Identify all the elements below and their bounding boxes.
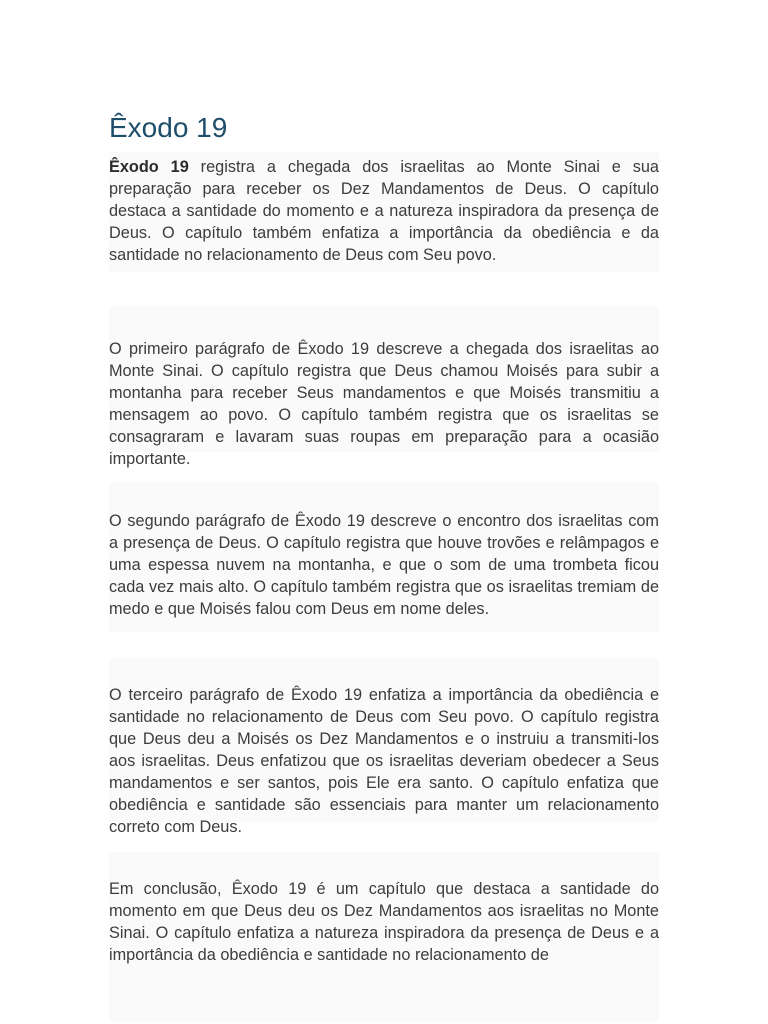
paragraph-3 bbox=[109, 658, 659, 836]
paragraph-2 bbox=[109, 482, 659, 632]
paragraph-4 bbox=[109, 852, 659, 1022]
page-title: Êxodo 19 bbox=[109, 112, 228, 143]
paragraph-spacer bbox=[109, 658, 659, 684]
paragraph-3-text: O terceiro parágrafo de Êxodo 19 enfatiza a importância da obediência e santidade no relacionamento de Deus com Seu povo. O capítulo registra que Deus deu a Moisés os Dez Mandamentos e o instruiu a transmiti-los aos israelitas. Deus enfatizou que os israelitas deveriam obedecer a Seus mandamentos e ser santos, pois Ele era santo. O capítulo enfatiza que obediência e santidade são essenciais para manter um relacionamento correto com Deus. bbox=[109, 686, 659, 836]
document-body bbox=[109, 110, 659, 1022]
paragraph-2-text: O segundo parágrafo de Êxodo 19 descreve o encontro dos israelitas com a presença de Deus. O capítulo registra que houve trovões e relâmpagos e uma espessa nuvem na montanha, e que o som de uma trombeta ficou cada vez mais alto. O capítulo também registra que os israelitas tremiam de medo e que Moisés falou com Deus em nome deles. bbox=[109, 512, 659, 618]
intro-paragraph bbox=[109, 152, 659, 272]
paragraph-1-text: O primeiro parágrafo de Êxodo 19 descreve a chegada dos israelitas ao Monte Sinai. O capítulo registra que Deus chamou Moisés para subir a montanha para receber Seus mandamentos e que Moisés transmitiu a mensagem ao povo. O capítulo também registra que os israelitas se consagraram e lavaram suas roupas em preparação para a ocasião importante. bbox=[109, 340, 659, 468]
intro-text: registra a chegada dos israelitas ao Monte Sinai e sua preparação para receber os Dez Mandamentos de Deus. O capítulo destaca a santidade do momento e a natureza inspiradora da presença de Deus. O capítulo também enfatiza a importância da obediência e da santidade no relacionamento de Deus com Seu povo. bbox=[109, 158, 659, 264]
paragraph-1 bbox=[109, 306, 659, 468]
paragraph-spacer bbox=[109, 852, 659, 878]
paragraph-4-text: Em conclusão, Êxodo 19 é um capítulo que destaca a santidade do momento em que Deus deu os Dez Mandamentos aos israelitas no Monte Sinai. O capítulo enfatiza a natureza inspiradora da presença de Deus e a importância da obediência e santidade no relacionamento de bbox=[109, 880, 659, 964]
paragraph-spacer bbox=[109, 482, 659, 510]
intro-lead: Êxodo 19 bbox=[109, 158, 189, 176]
paragraph-spacer bbox=[109, 310, 659, 338]
